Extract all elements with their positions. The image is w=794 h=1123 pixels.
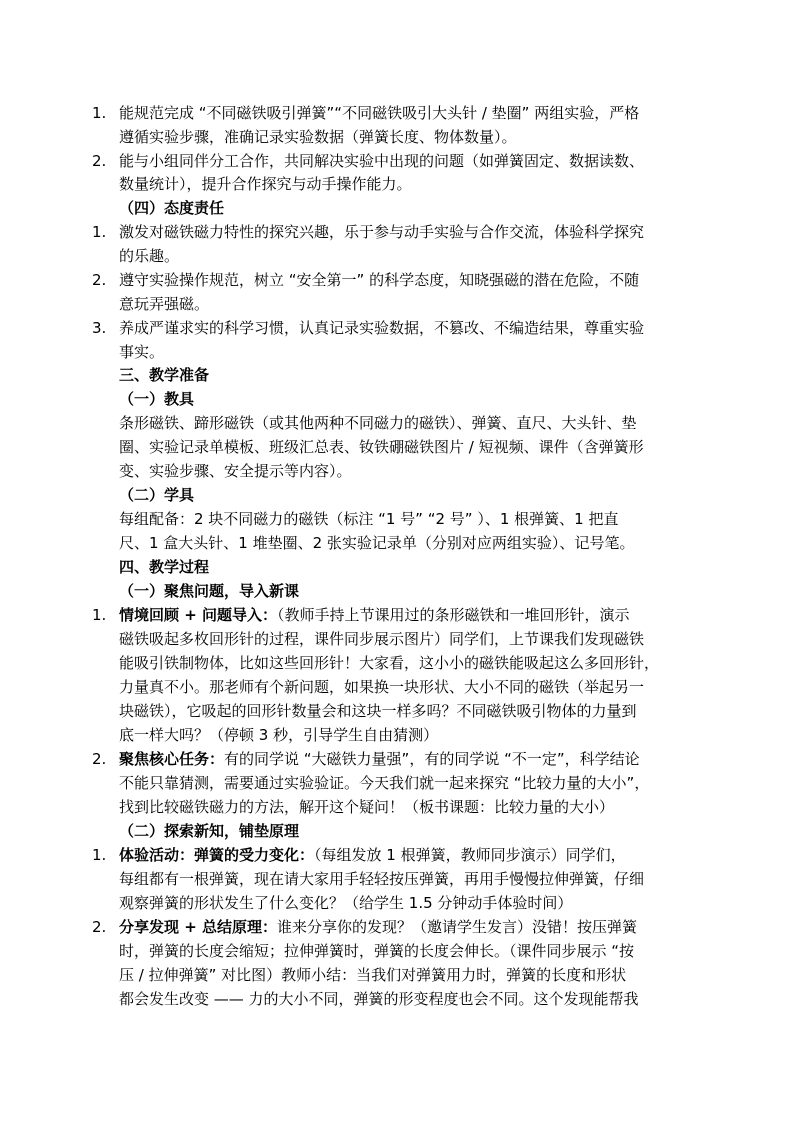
body-text: 遵守实验操作规范，树立 “安全第一” 的科学态度，知晓强磁的潜在危险，不随 [119,271,640,289]
text-line [119,963,679,987]
text-line [119,220,679,244]
text-line [119,651,679,675]
text-line [119,316,679,340]
text-line [119,987,679,1011]
bold-lead-in: 情境回顾 + 问题导入： [119,606,278,624]
list-number: 1. [92,606,107,624]
list-number: 2. [92,918,107,936]
section-heading: （一）聚焦问题，导入新课 [119,582,300,600]
body-text: 有的同学说 “大磁铁力量强”，有的同学说 “不一定”，科学结论 [224,750,640,768]
body-text: （每组发放 1 根弹簧，教师同步演示）同学们， [314,846,626,864]
text-line [119,723,679,747]
body-text: 圈、实验记录单模板、班级汇总表、钕铁硼磁铁图片 / 短视频、课件（含弹簧形 [119,438,644,456]
body-text: 力量真不小。那老师有个新问题，如果换一块形状、大小不同的磁铁（举起另一 [119,678,645,696]
list-number: 1. [92,846,107,864]
text-line [119,387,679,411]
body-text: 观察弹簧的形状发生了什么变化？（给学生 1.5 分钟动手体验时间） [119,894,573,912]
text-line [119,771,679,795]
list-number: 2. [92,152,107,170]
text-line [119,867,679,891]
body-text: 块磁铁），它吸起的回形针数量会和这块一样多吗？不同磁铁吸引物体的力量到 [119,702,637,720]
text-line [119,149,679,173]
body-text: 遵循实验步骤，准确记录实验数据（弹簧长度、物体数量）。 [119,128,517,146]
text-line [119,244,679,268]
body-text: 谁来分享你的发现？（邀请学生发言）没错！按压弹簧 [277,918,638,936]
list-number: 1. [92,104,107,122]
text-line [119,579,679,603]
section-heading: 四、教学过程 [119,558,210,576]
body-text: 能规范完成 “不同磁铁吸引弹簧”“不同磁铁吸引大头针 / 垫圈” 两组实验，严格 [119,104,640,122]
body-text: 能与小组同伴分工合作，共同解决实验中出现的问题（如弹簧固定、数据读数、 [119,152,645,170]
text-line [119,675,679,699]
text-line [119,292,679,316]
text-line [119,747,679,771]
text-line [119,459,679,483]
text-line [119,101,679,125]
text-line [119,795,679,819]
section-heading: （一）教具 [119,390,195,408]
body-text: 每组配备：2 块不同磁力的磁铁（标注 “1 号” “2 号” ）、1 根弹簧、1 把直 [119,510,619,528]
body-text: 压 / 拉伸弹簧” 对比图）教师小结：当我们对弹簧用力时，弹簧的长度和形状 [119,966,627,984]
text-line [119,843,679,867]
text-line [119,363,679,387]
text-line [119,627,679,651]
body-text: 找到比较磁铁磁力的方法，解开这个疑问！（板书课题：比较力量的大小） [119,798,615,816]
text-line [119,340,679,364]
text-line [119,125,679,149]
text-line [119,196,679,220]
list-number: 2. [92,271,107,289]
text-line [119,603,679,627]
body-text: 的乐趣。 [119,247,180,265]
body-text: 底一样大吗？（停顿 3 秒，引导学生自由猜测） [119,726,439,744]
text-line [119,915,679,939]
body-text: 磁铁吸起多枚回形针的过程，课件同步展示图片）同学们，上节课我们发现磁铁 [119,630,645,648]
section-heading: （二）探索新知，铺垫原理 [119,822,300,840]
body-text: 时，弹簧的长度会缩短；拉伸弹簧时，弹簧的长度会伸长。（课件同步展示 “按 [119,942,635,960]
body-text: 激发对磁铁磁力特性的探究兴趣，乐于参与动手实验与合作交流，体验科学探究 [119,223,645,241]
section-heading: （四）态度责任 [119,199,225,217]
list-number: 2. [92,750,107,768]
text-line [119,699,679,723]
bold-lead-in: 体验活动：弹簧的受力变化： [119,846,315,864]
text-line [119,268,679,292]
text-line [119,531,679,555]
body-text: 数量统计），提升合作探究与动手操作能力。 [119,175,412,193]
text-line [119,172,679,196]
text-line [119,507,679,531]
body-text: 意玩弄强磁。 [119,295,210,313]
text-line [119,411,679,435]
body-text: 每组都有一根弹簧，现在请大家用手轻轻按压弹簧，再用手慢慢拉伸弹簧，仔细 [119,870,645,888]
body-text: 能吸引铁制物体，比如这些回形针！大家看，这小小的磁铁能吸起这么多回形针， [119,654,660,672]
list-number: 1. [92,223,107,241]
body-text: 条形磁铁、蹄形磁铁（或其他两种不同磁力的磁铁）、弹簧、直尺、大头针、垫 [119,414,637,432]
text-line [119,819,679,843]
body-text: 变、实验步骤、安全提示等内容）。 [119,462,352,480]
text-line [119,435,679,459]
list-number: 3. [92,319,107,337]
section-heading: （二）学具 [119,486,195,504]
body-text: 尺、1 盒大头针、1 堆垫圈、2 张实验记录单（分别对应两组实验）、记号笔。 [119,534,635,552]
bold-lead-in: 分享发现 + 总结原理： [119,918,278,936]
body-text: 不能只靠猜测，需要通过实验验证。今天我们就一起来探究 “比较力量的大小”， [119,774,650,792]
section-heading: 三、教学准备 [119,366,210,384]
body-text: 养成严谨求实的科学习惯，认真记录实验数据，不篡改、不编造结果，尊重实验 [119,319,645,337]
text-line [119,891,679,915]
bold-lead-in: 聚焦核心任务： [119,750,225,768]
body-text: （教师手持上节课用过的条形磁铁和一堆回形针，演示 [277,606,630,624]
text-line [119,555,679,579]
text-line [119,483,679,507]
body-text: 事实。 [119,343,165,361]
body-text: 都会发生改变 —— 力的大小不同，弹簧的形变程度也会不同。这个发现能帮我 [119,990,639,1008]
text-line [119,939,679,963]
